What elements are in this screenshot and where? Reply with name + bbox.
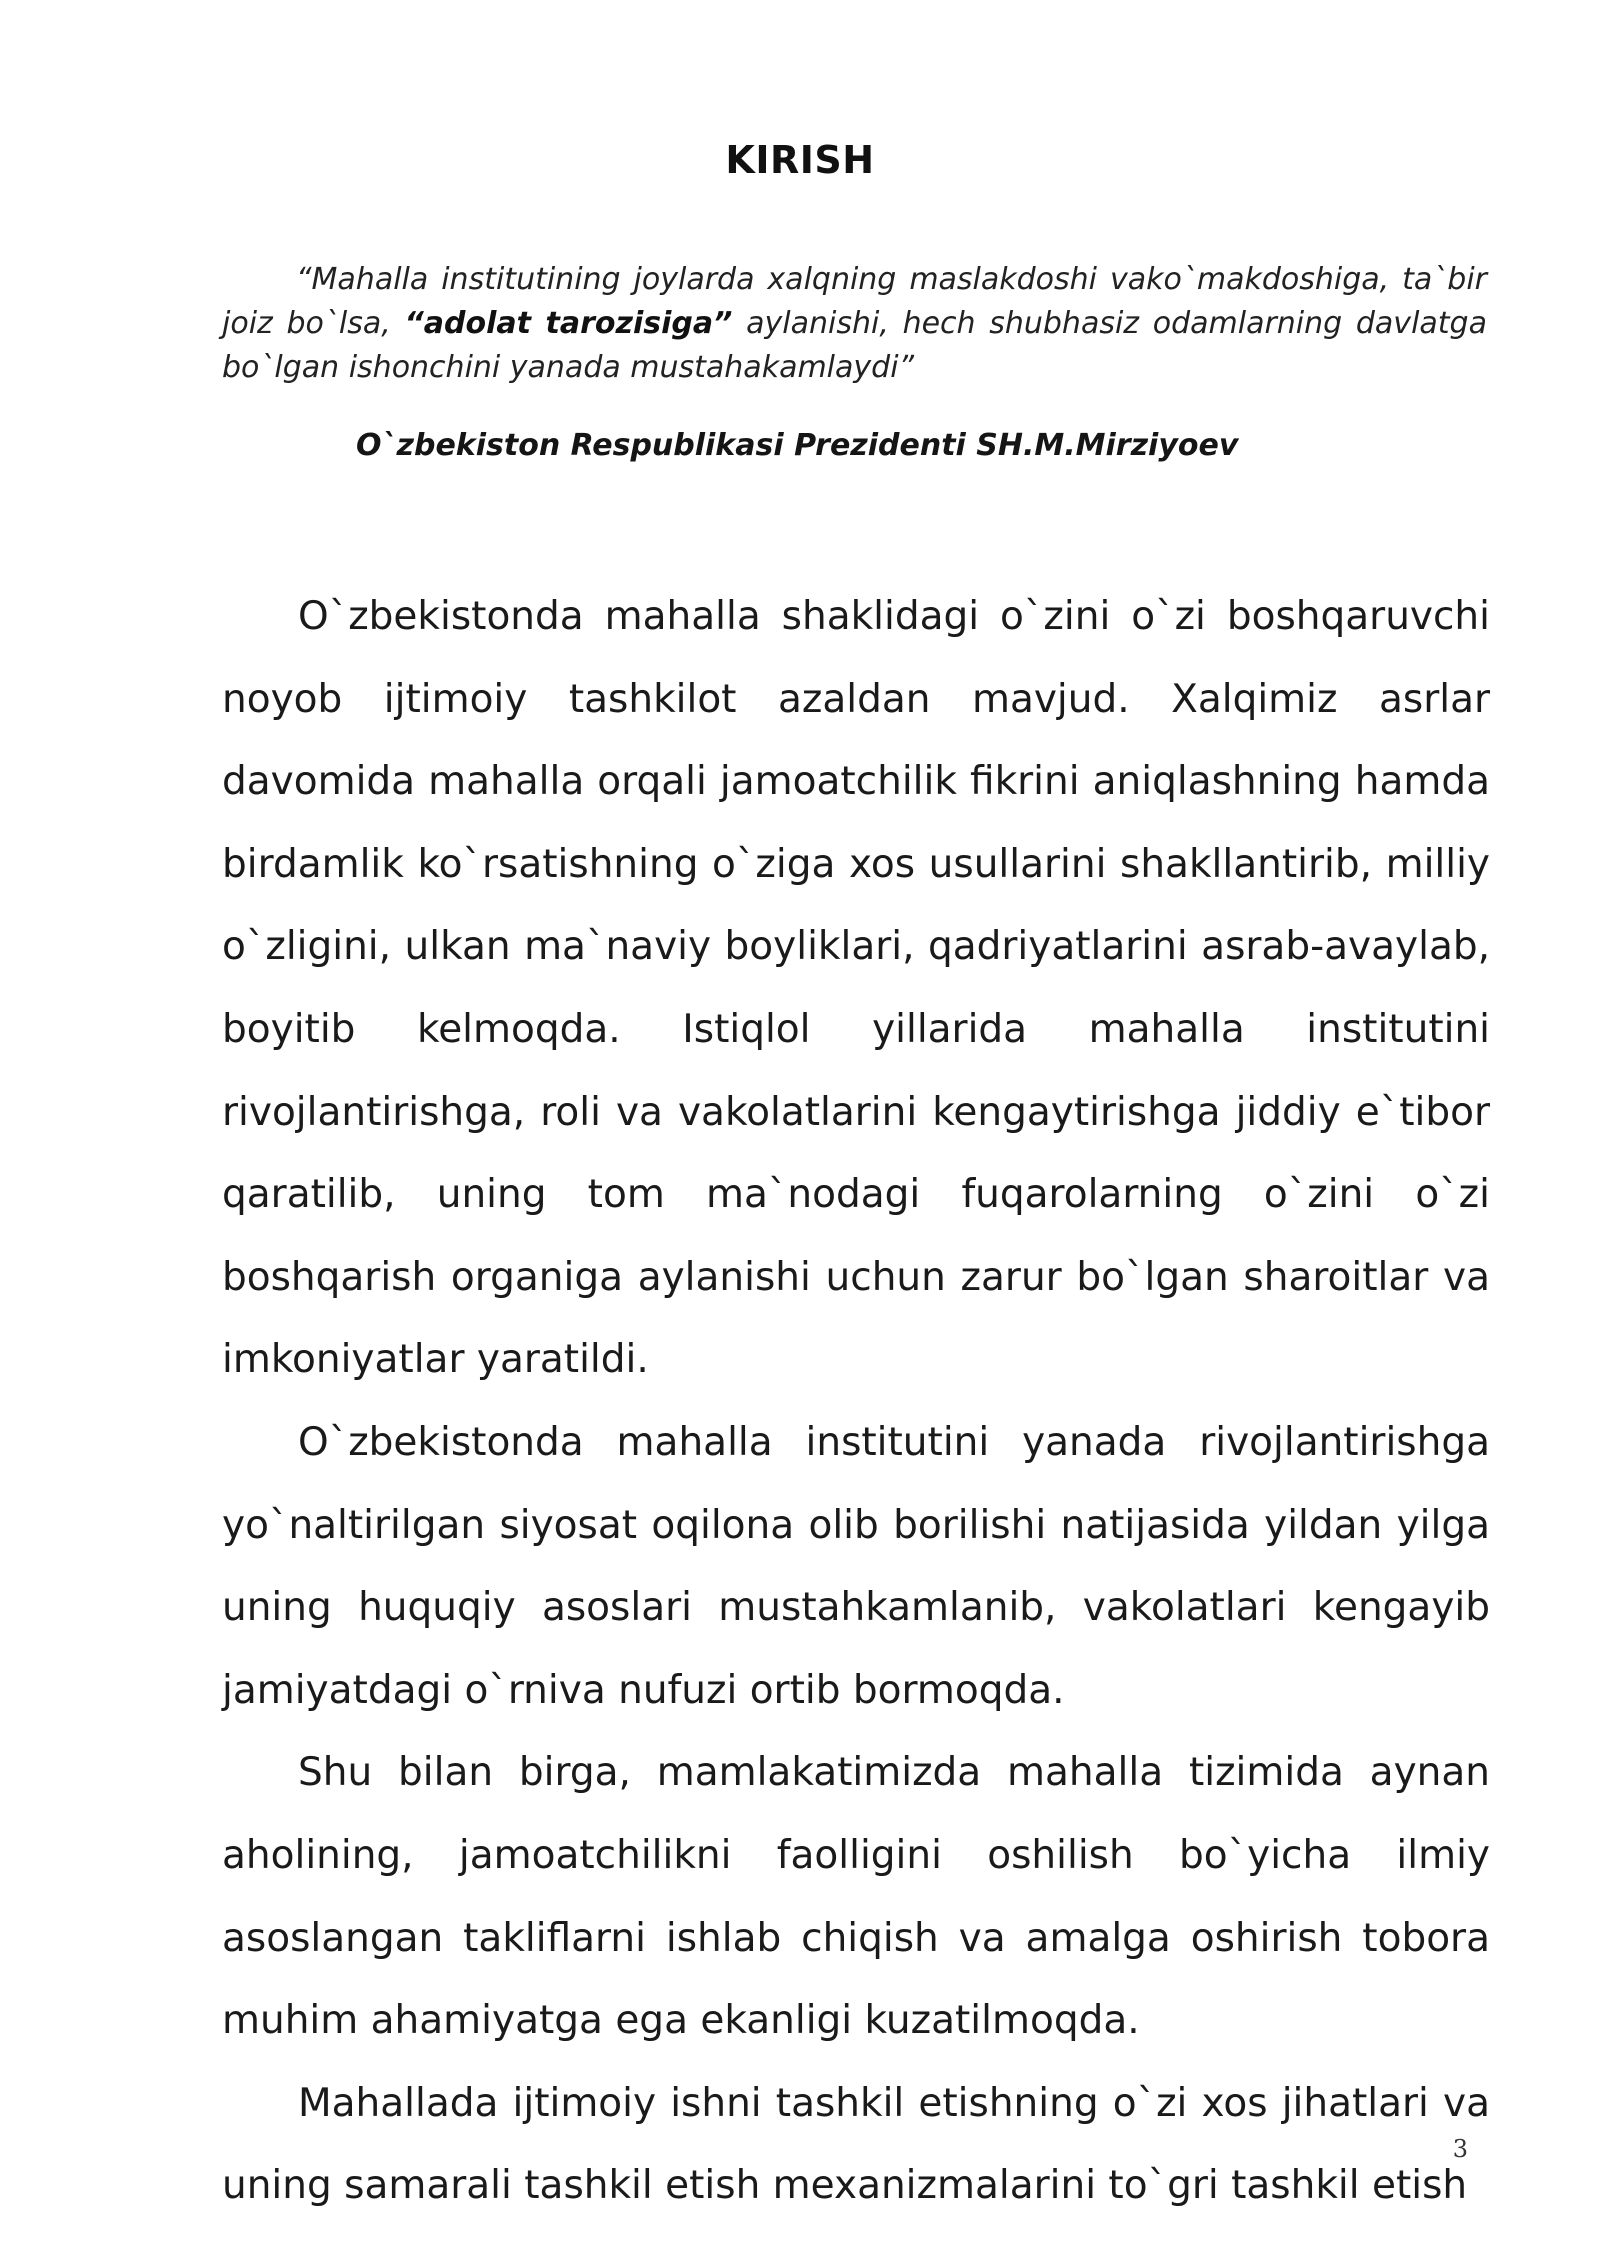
body-paragraph: O`zbekistonda mahalla institutini yanada rivojlantirishga yo`naltirilgan siyosat oqilona olib borilishi natijasida yildan yilga uning huquqiy asoslari mustahkamlanib, vakolatlari kengayib jamiyatdagi o`rniva nufuzi ortib bormoqda. xyxy=(222,1419,1490,1713)
page-number: 3 xyxy=(1452,2135,1468,2163)
body-paragraph: Shu bilan birga, mamlakatimizda mahalla tizimida aynan aholining, jamoatchilikni faolligini oshilish bo`yicha ilmiy asoslangan takliflarni ishlab chiqish va amalga oshirish tobora muhim ahamiyatga ega ekanligi kuzatilmoqda. xyxy=(222,1750,1490,2044)
page-title: KIRISH xyxy=(725,138,875,182)
epigraph-text-end: aylanishi, hech shubhasiz odamlarning davlatga bo`lgan ishonchini yanada mustahakamlaydi” xyxy=(222,306,1487,385)
body-paragraph: O`zbekistonda mahalla shaklidagi o`zini o`zi boshqaruvchi noyob ijtimoiy tashkilot azaldan mavjud. Xalqimiz asrlar davomida mahalla orqali jamoatchilik fikrini aniqlashning hamda birdamlik ko`rsatishning o`ziga xos usullarini shakllantirib, milliy o`zligini, ulkan ma`naviy boyliklari, qadriyatlarini asrab-avaylab, boyitib kelmoqda. Istiqlol yillarida mahalla institutini rivojlantirishga, roli va vakolatlarini kengaytirishga jiddiy e`tibor qaratilib, uning tom ma`nodagi fuqarolarning o`zini o`zi boshqarish organiga aylanishi uchun zarur bo`lgan sharoitlar va imkoniyatlar yaratildi. xyxy=(222,594,1490,1383)
epigraph-attribution: O`zbekiston Respublikasi Prezidenti SH.M.Mirziyoev xyxy=(356,428,1239,463)
epigraph-text-start: “Mahalla institutining joylarda xalqning maslakdoshi vako`makdoshiga, ta`bir joiz bo`lsa, xyxy=(222,262,1487,341)
body-text xyxy=(222,576,1490,2228)
epigraph-quote xyxy=(222,258,1487,390)
body-paragraph: Mahallada ijtimoiy ishni tashkil etishning o`zi xos jihatlari va uning samarali tashkil etish mexanizmalarini to`gri tashkil etish xyxy=(222,2080,1490,2209)
epigraph-emphasis: “adolat tarozisiga” xyxy=(404,306,733,341)
